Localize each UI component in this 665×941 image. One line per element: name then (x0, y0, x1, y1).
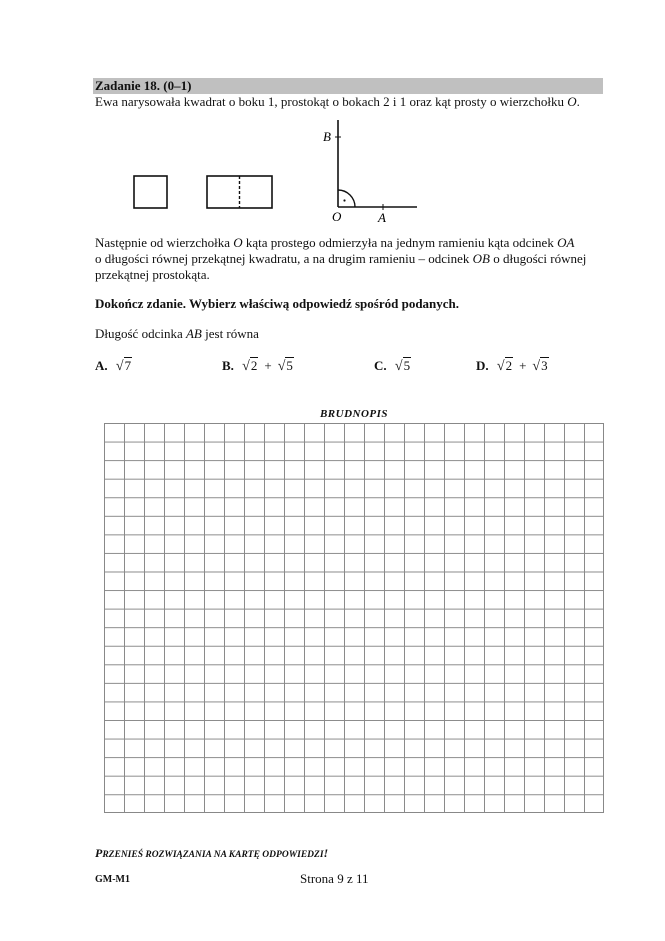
intro-vertex: O (567, 94, 577, 109)
answer-d[interactable] (476, 358, 549, 375)
question-suffix: jest równa (201, 326, 259, 341)
answer-options (95, 358, 615, 378)
task-title: Zadanie 18. (0–1) (95, 78, 192, 93)
right-angle-dot (343, 199, 345, 201)
desc-text: Następnie od wierzchołka (95, 235, 234, 250)
desc-segment-ob: OB (472, 251, 490, 266)
answer-a[interactable] (95, 358, 132, 375)
transfer-answers-note (95, 846, 328, 861)
page-number: Strona 9 z 11 (300, 871, 369, 886)
desc-text: o długości równej przekątnej kwadratu, a na drugim ramieniu – odcinek (95, 251, 473, 266)
desc-segment-oa: OA (557, 235, 575, 250)
answer-b[interactable] (222, 358, 294, 375)
geometry-figure (120, 115, 430, 230)
desc-text: o długości równej (489, 251, 587, 266)
task-intro (95, 94, 580, 110)
label-a: A (378, 210, 386, 225)
answer-letter: D. (476, 358, 489, 373)
scratch-grid[interactable] (104, 423, 604, 813)
question (95, 326, 259, 342)
exam-code: GM-M1 (95, 874, 130, 885)
note-exclamation: ! (323, 846, 329, 860)
sqrt-expression: √2 (242, 358, 258, 374)
question-segment: AB (185, 326, 202, 341)
answer-letter: A. (95, 358, 108, 373)
square-shape (134, 176, 167, 208)
answer-letter: C. (374, 358, 387, 373)
description-line-3 (95, 267, 210, 283)
description-line-2 (95, 251, 586, 267)
sqrt-expression: √2 (496, 358, 513, 374)
desc-text: kąta prostego odmierzyła na jednym ramieniu kąta odcinek (242, 235, 558, 250)
intro-end: . (576, 94, 580, 109)
plus-operator: + (264, 358, 272, 373)
answer-letter: B. (222, 358, 234, 373)
scratch-title: BRUDNOPIS (319, 408, 389, 420)
label-o: O (332, 209, 342, 224)
desc-text: przekątnej prostokąta. (95, 267, 210, 282)
question-prefix: Długość odcinka (95, 326, 186, 341)
note-text: RZENIEŚ ROZWIĄZANIA NA KARTĘ ODPOWIEDZI (102, 850, 324, 860)
instruction: Dokończ zdanie. Wybierz właściwą odpowiedź spośród podanych. (95, 296, 460, 311)
sqrt-expression: √5 (277, 358, 293, 374)
desc-vertex-o: O (233, 235, 243, 250)
description-line-1 (95, 235, 574, 251)
note-initial: P (95, 846, 103, 860)
sqrt-expression: √5 (394, 358, 411, 374)
label-b: B (323, 129, 331, 144)
sqrt-expression: √3 (532, 358, 548, 374)
plus-operator: + (519, 358, 527, 373)
intro-text: Ewa narysowała kwadrat o boku 1, prostokąt o bokach 2 i 1 oraz kąt prosty o wierzchołku (95, 94, 568, 109)
answer-c[interactable] (374, 358, 411, 375)
sqrt-expression: √7 (115, 358, 132, 374)
right-angle-arc (338, 190, 355, 207)
